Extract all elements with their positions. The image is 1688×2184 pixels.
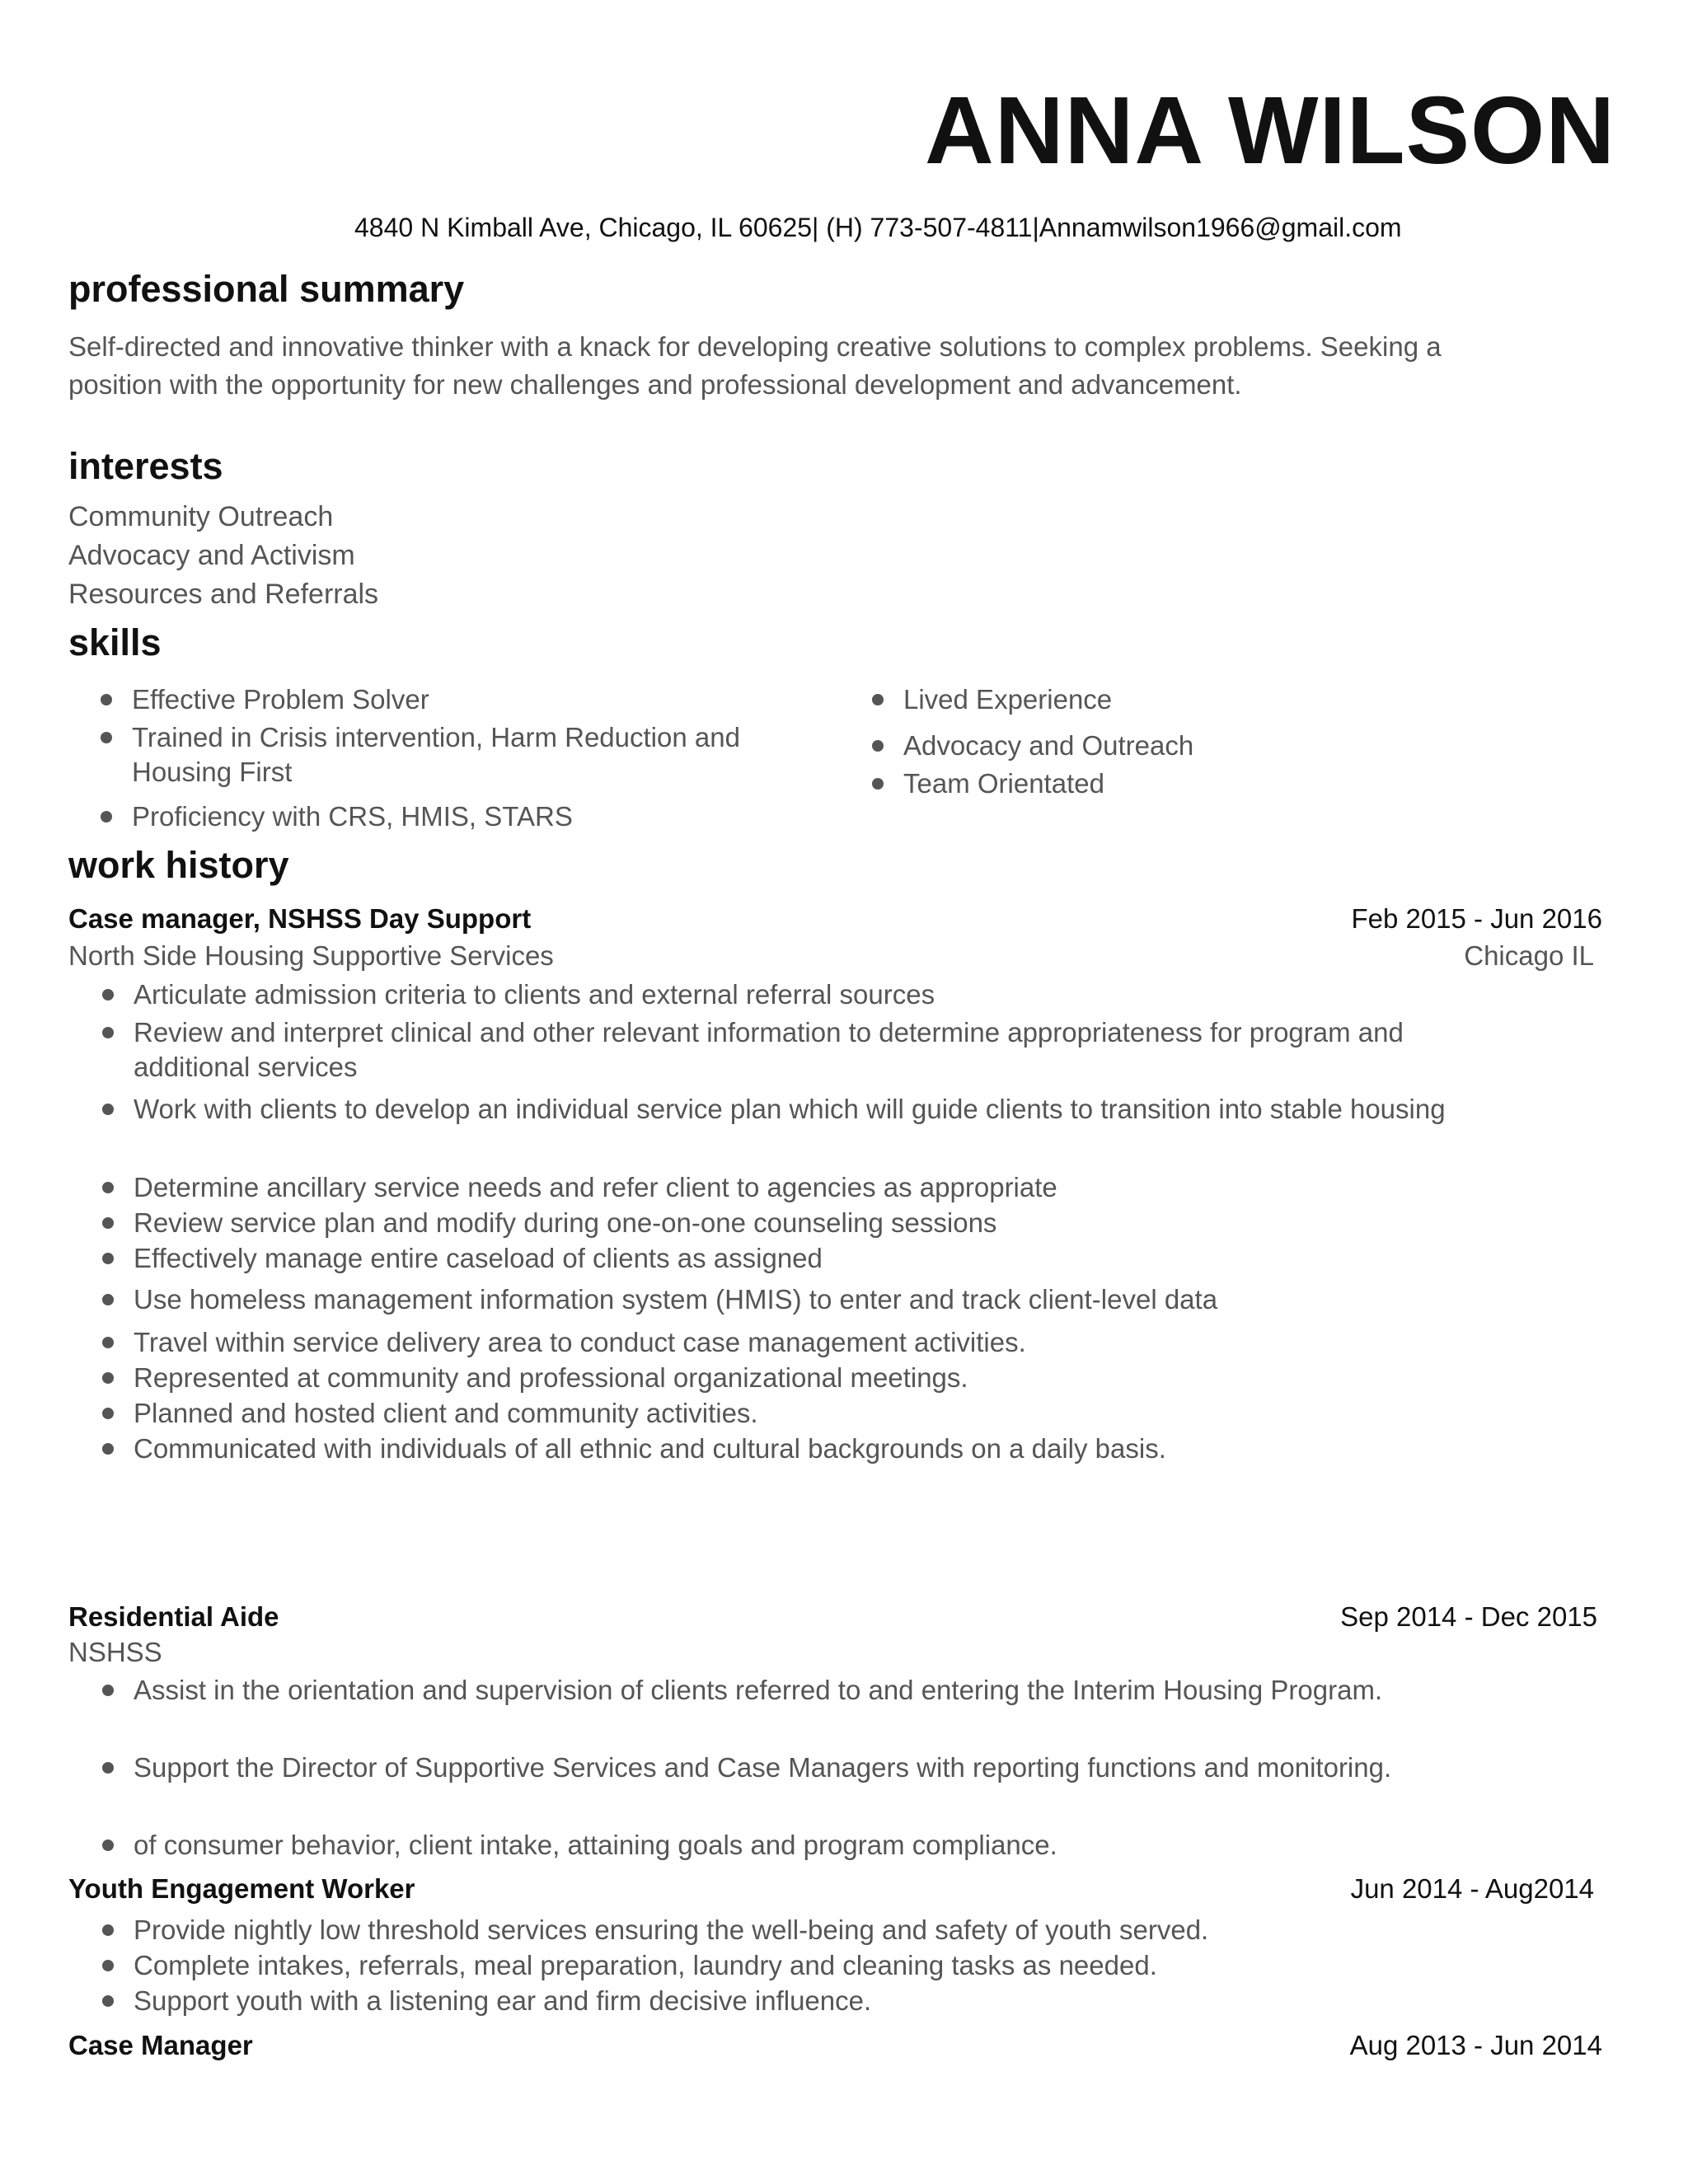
skill-item [872,766,1480,801]
skill-item [101,682,791,717]
job-title: Youth Engagement Worker [68,1873,415,1904]
bullet-text: Work with clients to develop an individual service plan which will guide clients to transition into stable housing [134,1094,1446,1124]
job-bullet [102,1206,1493,1240]
bullet-text: Review service plan and modify during one-on-one counseling sessions [134,1207,997,1238]
job-title: Residential Aide [68,1601,279,1632]
bullet-text: Communicated with individuals of all ethnic and cultural backgrounds on a daily basis. [134,1433,1166,1464]
job-organization: NSHSS [68,1637,162,1667]
interest-item: Advocacy and Activism [68,540,355,571]
skill-item [872,729,1480,763]
job-bullet [102,1241,1493,1276]
job-bullet [102,1948,1493,1983]
job-bullet [102,1828,1493,1863]
skill-text: Team Orientated [903,768,1104,799]
job-organization: North Side Housing Supportive Services [68,940,554,971]
work-history-heading: work history [68,844,289,886]
summary-heading: professional summary [68,268,465,310]
job-dates: Feb 2015 - Jun 2016 [1351,903,1602,934]
job-bullet [102,1282,1493,1317]
skill-item [101,799,791,834]
job-dates: Jun 2014 - Aug2014 [1350,1873,1594,1904]
summary-text: Self-directed and innovative thinker with a knack for developing creative solutions to complex problems. Seeking a position with the opportunity for new challenges and professional development and advancement. [68,331,1442,400]
skills-heading: skills [68,621,162,663]
bullet-text: Determine ancillary service needs and refer client to agencies as appropriate [134,1172,1057,1202]
bullet-text: Effectively manage entire caseload of clients as assigned [134,1243,823,1273]
bullet-text: Assist in the orientation and supervision of clients referred to and entering the Interim Housing Program. [134,1675,1383,1705]
job-bullet [102,1361,1493,1395]
skill-text: Proficiency with CRS, HMIS, STARS [132,801,573,832]
interests-heading: interests [68,445,223,487]
bullet-text: Support youth with a listening ear and firm decisive influence. [134,1985,872,2016]
job-title: Case manager, NSHSS Day Support [68,903,532,934]
job-bullet [102,1673,1436,1708]
job-bullet [102,1984,1493,2018]
bullet-text: Travel within service delivery area to conduct case management activities. [134,1327,1026,1357]
contact-info: 4840 N Kimball Ave, Chicago, IL 60625| (H) 773-507-4811|Annamwilson1966@gmail.com [354,213,1402,242]
bullet-text: Review and interpret clinical and other relevant information to determine appropriateness for program and additional services [134,1017,1404,1082]
skill-text: Advocacy and Outreach [903,730,1194,761]
job-bullet [102,1092,1469,1127]
skill-text: Trained in Crisis intervention, Harm Reduction and Housing First [132,722,740,787]
job-title: Case Manager [68,2030,253,2060]
bullet-text: Articulate admission criteria to clients and external referral sources [134,979,935,1010]
bullet-text: Complete intakes, referrals, meal preparation, laundry and cleaning tasks as needed. [134,1950,1157,1980]
job-bullet [102,1432,1493,1466]
job-bullet [102,1750,1452,1785]
skill-item [101,720,758,790]
interest-item: Community Outreach [68,501,334,532]
job-location: Chicago IL [1464,940,1594,971]
job-bullet [102,1396,1493,1431]
candidate-name: ANNA WILSON [925,77,1615,184]
job-dates: Aug 2013 - Jun 2014 [1349,2030,1602,2060]
job-dates: Sep 2014 - Dec 2015 [1340,1601,1597,1632]
skill-text: Effective Problem Solver [132,684,429,715]
job-bullet [102,1913,1493,1947]
bullet-text: Support the Director of Supportive Services and Case Managers with reporting functions and monitoring. [134,1752,1392,1783]
bullet-text: Planned and hosted client and community activities. [134,1398,758,1428]
job-bullet [102,1170,1493,1205]
skill-item [872,682,1480,717]
job-bullet [102,977,1493,1012]
bullet-text: of consumer behavior, client intake, attaining goals and program compliance. [134,1830,1057,1860]
job-bullet [102,1325,1493,1360]
interest-item: Resources and Referrals [68,579,379,610]
bullet-text: Provide nightly low threshold services ensuring the well-being and safety of youth served. [134,1915,1209,1945]
job-bullet [102,1015,1502,1085]
skill-text: Lived Experience [903,684,1113,715]
bullet-text: Use homeless management information system (HMIS) to enter and track client-level data [134,1284,1218,1315]
bullet-text: Represented at community and professional organizational meetings. [134,1362,968,1393]
